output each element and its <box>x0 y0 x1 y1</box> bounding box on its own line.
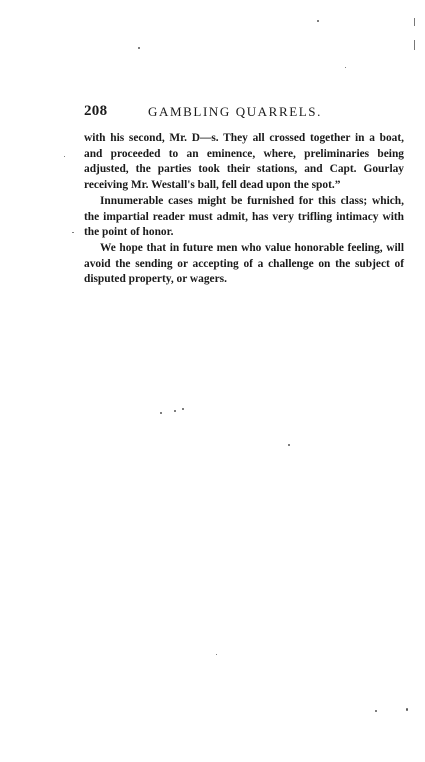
running-head: GAMBLING QUARRELS. <box>148 104 322 119</box>
page-header <box>84 103 404 123</box>
scan-edge-mark <box>414 40 415 50</box>
scan-speck <box>138 47 140 49</box>
scan-speck <box>216 654 217 655</box>
scan-speck <box>345 67 346 68</box>
body-text <box>84 131 404 288</box>
scan-speck <box>182 408 184 410</box>
scan-speck <box>375 710 377 712</box>
paragraph-we-hope: We hope that in future men who value honorable feeling, will avoid the sending or accepting of a challenge on the subject of disputed property, or wagers. <box>84 241 404 286</box>
page-number: 208 <box>84 103 108 119</box>
scan-speck <box>288 444 290 446</box>
scan-speck <box>64 156 65 157</box>
scan-edge-mark <box>414 18 415 26</box>
scan-speck <box>72 232 74 233</box>
paragraph-continuation: with his second, Mr. D—s. They all crossed together in a boat, and proceeded to an eminence, where, preliminaries being adjusted, the parties took their stations, and Capt. Gourlay receiving Mr. Westall's ball, fell dead upon the spot.” <box>84 132 404 192</box>
paragraph-innumerable-cases: Innumerable cases might be furnished for this class; which, the impartial reader must admit, has very trifling intimacy with the point of honor. <box>84 194 404 239</box>
scan-speck <box>160 412 162 414</box>
scan-speck <box>317 20 319 22</box>
scan-speck <box>174 410 176 412</box>
scan-speck <box>406 708 408 711</box>
